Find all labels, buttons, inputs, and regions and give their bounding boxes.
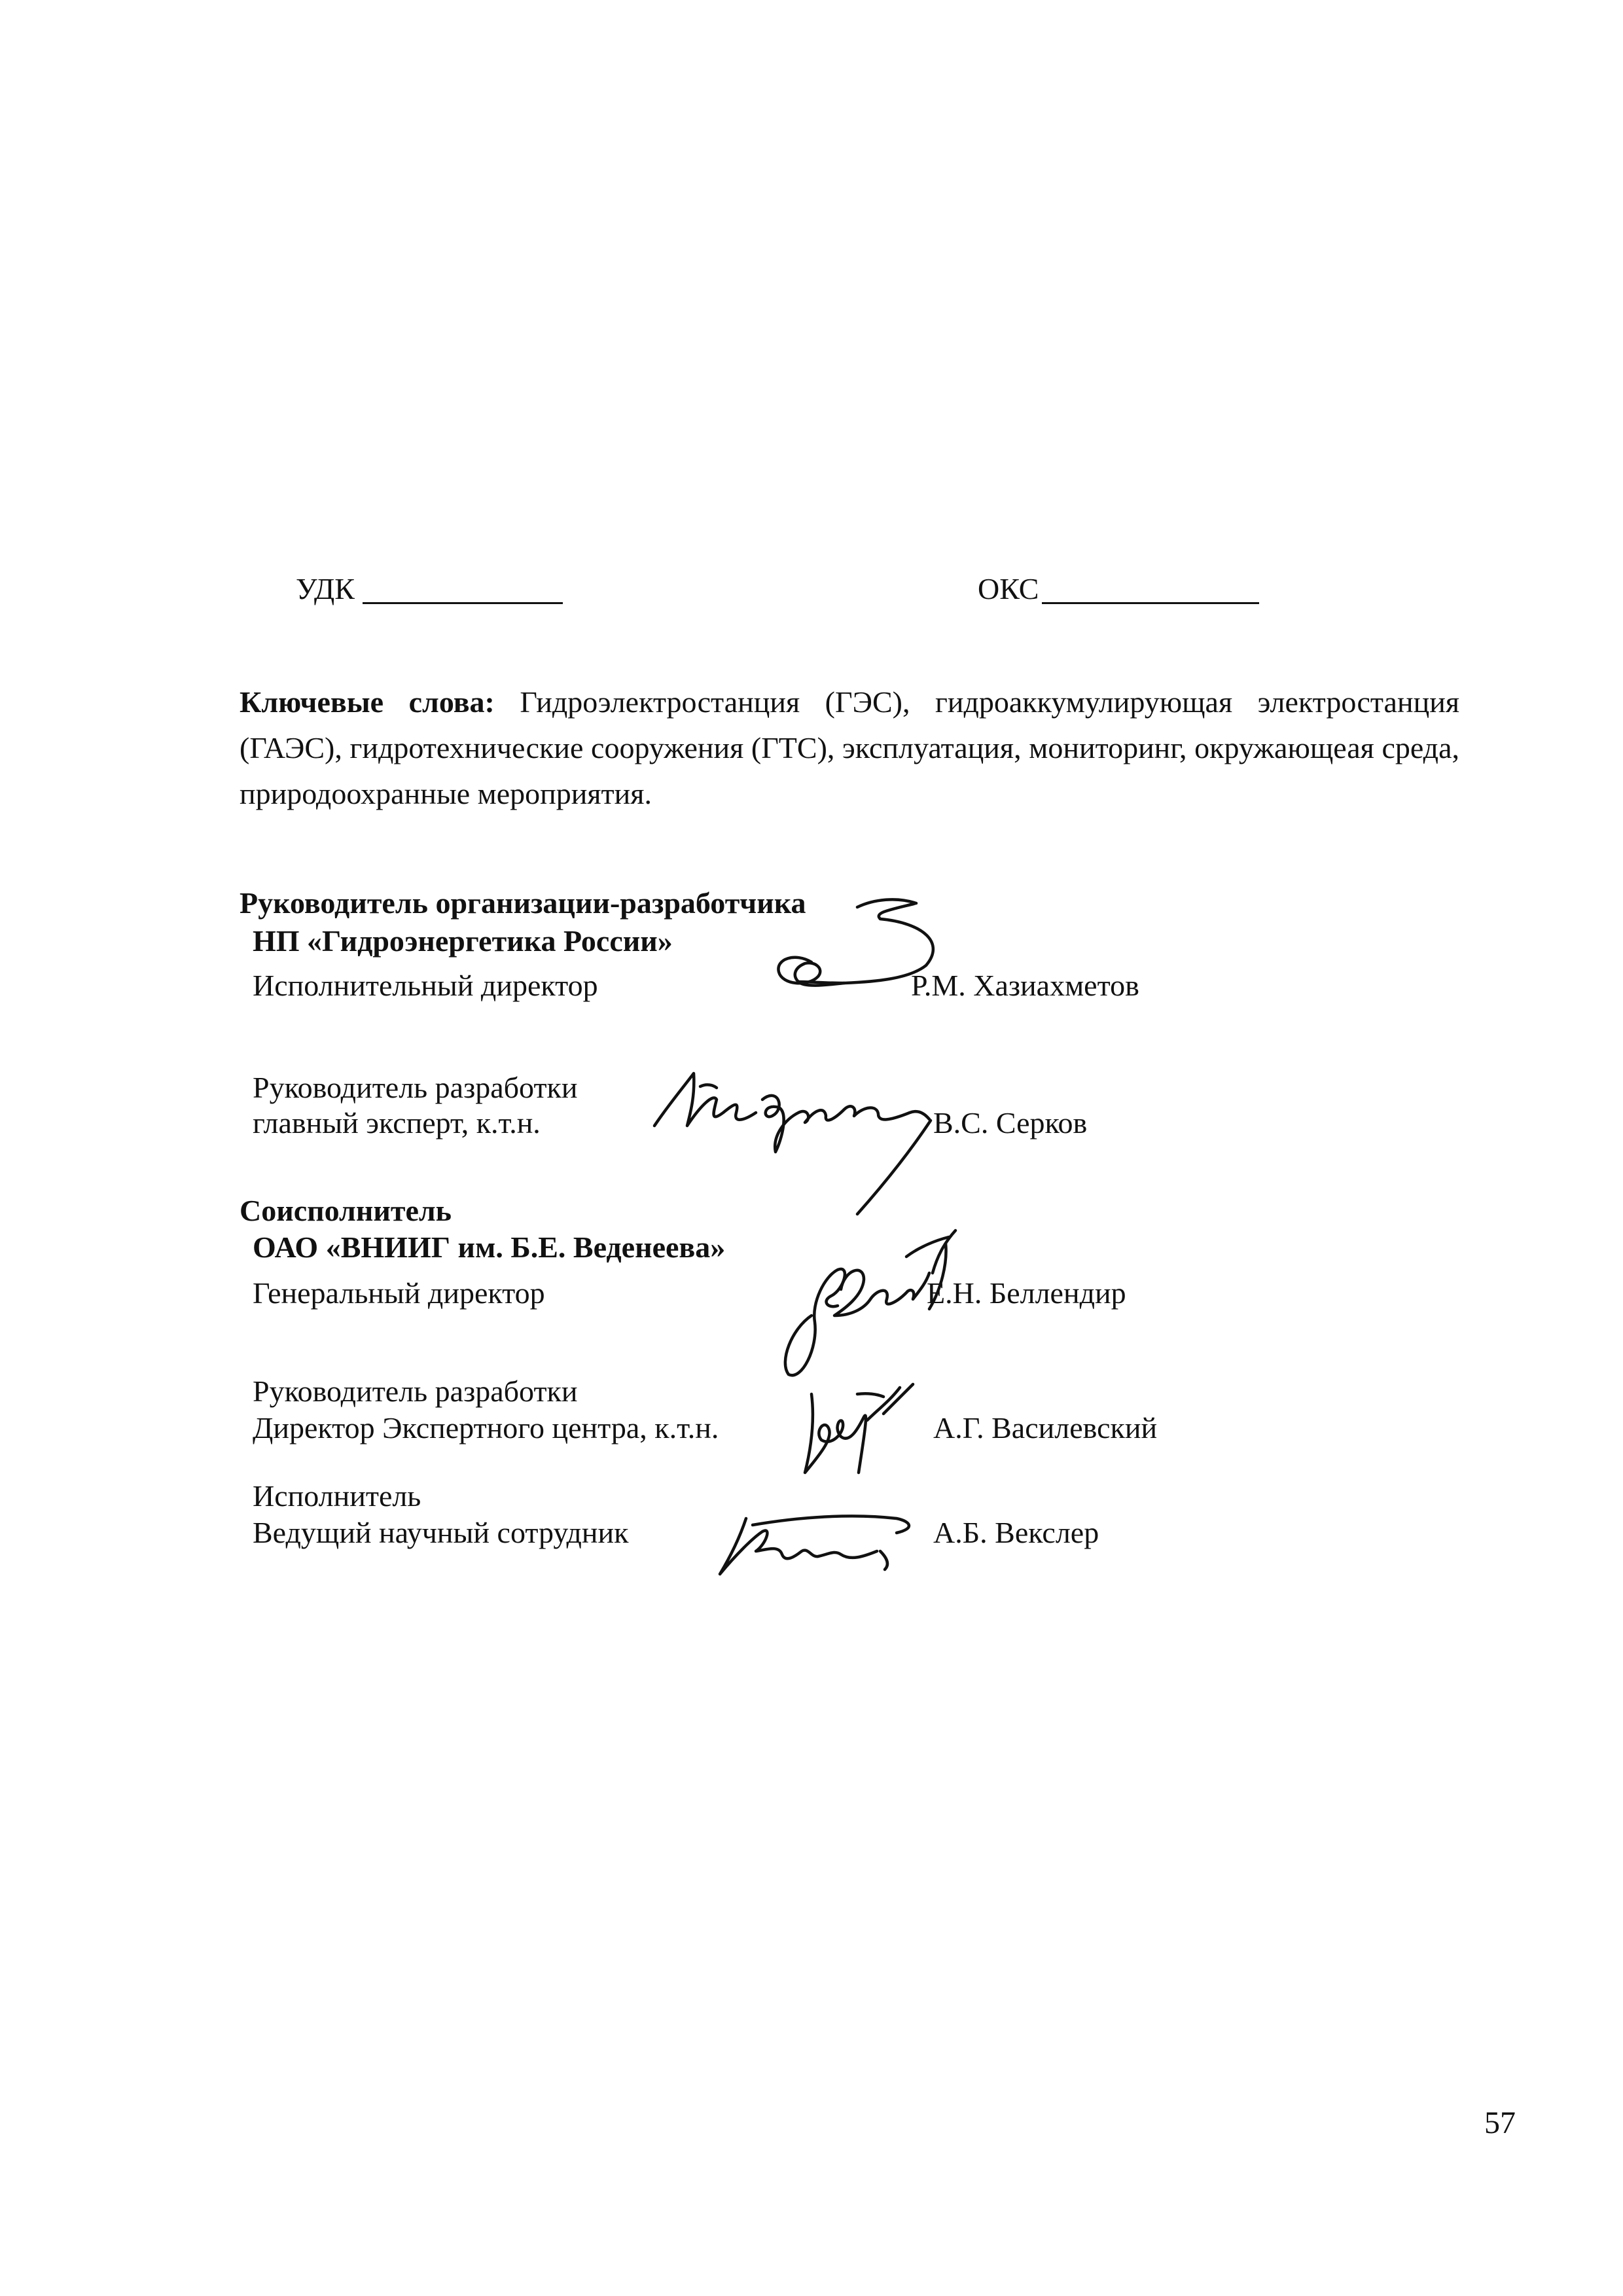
udk-label: УДК bbox=[296, 572, 355, 605]
signature-vasilevsky bbox=[792, 1374, 923, 1486]
oks-blank-line bbox=[1042, 602, 1259, 604]
signatory-5-name: А.Б. Векслер bbox=[933, 1516, 1099, 1549]
keywords-text: Гидроэлектростанция (ГЭС), гидроаккумулирующая электростанция (ГАЭС), гидротехнические сооружения (ГТС), эксплуатация, мониторинг, окружающеая среда, природоохранные мероприятия. bbox=[240, 685, 1459, 810]
coexecutor-heading-line1: Соисполнитель bbox=[240, 1194, 452, 1227]
signatory-4-position-line2: Директор Экспертного центра, к.т.н. bbox=[253, 1411, 719, 1444]
signatory-1-position: Исполнительный директор bbox=[253, 969, 598, 1002]
signature-khaziakhmetov bbox=[759, 884, 949, 1008]
keywords-label: Ключевые слова: bbox=[240, 685, 495, 719]
udk-blank-line bbox=[363, 602, 563, 604]
signatory-3-position: Генеральный директор bbox=[253, 1276, 545, 1310]
developer-heading-line2: НП «Гидроэнергетика России» bbox=[253, 924, 673, 958]
signatory-2-name: В.С. Серков bbox=[933, 1106, 1088, 1139]
signatory-1-name: Р.М. Хазиахметов bbox=[911, 969, 1139, 1002]
page-number: 57 bbox=[1484, 2106, 1516, 2140]
developer-heading-line1: Руководитель организации-разработчика bbox=[240, 886, 806, 920]
signature-serkov bbox=[648, 1047, 942, 1217]
signatory-2-position-line2: главный эксперт, к.т.н. bbox=[253, 1106, 541, 1139]
signatory-5-position-line2: Ведущий научный сотрудник bbox=[253, 1516, 629, 1549]
oks-label: ОКС bbox=[978, 572, 1039, 605]
coexecutor-heading-line2: ОАО «ВНИИГ им. Б.Е. Веденеева» bbox=[253, 1230, 726, 1264]
keywords-paragraph bbox=[240, 679, 1459, 817]
signatory-5-position-line1: Исполнитель bbox=[253, 1479, 421, 1513]
signatory-4-name: А.Г. Василевский bbox=[933, 1411, 1158, 1444]
signatory-3-name: Е.Н. Беллендир bbox=[927, 1276, 1126, 1310]
signatory-4-position-line1: Руководитель разработки bbox=[253, 1374, 578, 1408]
signatory-2-position-line1: Руководитель разработки bbox=[253, 1071, 578, 1104]
signature-veksler bbox=[700, 1492, 923, 1584]
signature-bellendir bbox=[766, 1217, 988, 1381]
